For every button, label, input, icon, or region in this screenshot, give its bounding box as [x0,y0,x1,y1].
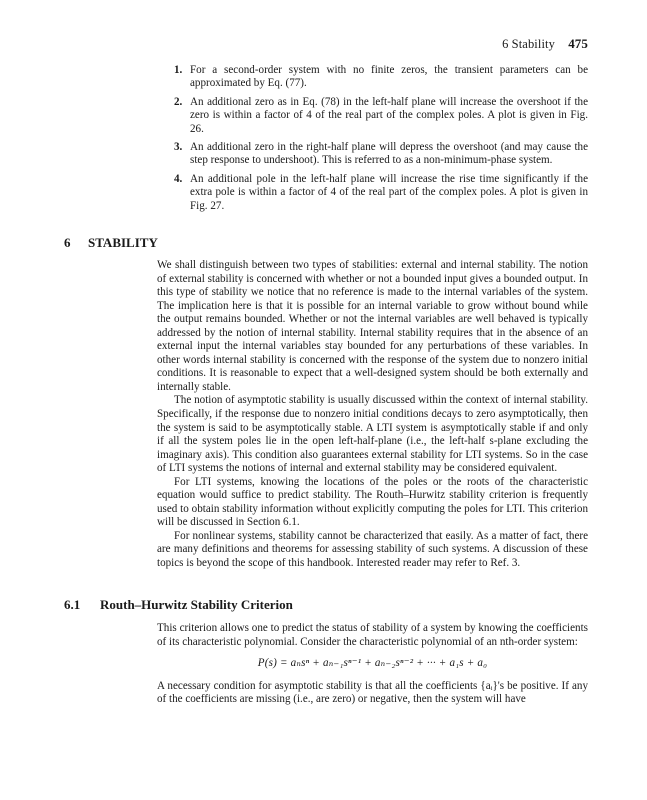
body-paragraph: The notion of asymptotic stability is usually discussed within the context of internal stability. Specifically, if the response due to nonzero initial conditions decays to zero asymptotically, then the system is said to be asymptotically stable. A LTI system is asymptotically stable if and only if all the system poles lie in the open left-half-plane (i.e., the left-half s-plane excluding the imaginary axis). This condition also guarantees external stability for LTI systems. So in the case of LTI systems the notions of internal and external stability may be considered equivalent. [157,394,588,475]
running-header [502,36,588,52]
list-item-number: 1. [174,64,183,76]
list-item [174,96,588,136]
routh-hurwitz-body [157,622,588,707]
body-paragraph: For LTI systems, knowing the locations of the poles or the roots of the characteristic equation would suffice to predict stability. The Routh–Hurwitz stability criterion is frequently used to obtain stability information without explicitly computing the poles for LTI. This criterion will be discussed in Section 6.1. [157,475,588,529]
section-heading [64,235,158,251]
list-item [174,141,588,168]
list-item-text: An additional pole in the left-half plane will increase the rise time significantly if the extra pole is within a factor of 4 of the real part of the complex poles. A plot is given in Fig. 27. [190,172,588,212]
list-item-text: An additional zero as in Eq. (78) in the left-half plane will increase the overshoot if the zero is within a factor of 4 of the real part of the complex poles. A plot is given in Fig. 26. [190,95,588,135]
list-item-number: 2. [174,95,183,108]
page-number: 475 [568,36,588,51]
body-paragraph: A necessary condition for asymptotic stability is that all the coefficients {aᵢ}'s be positive. If any of the coefficients are missing (i.e., are zero) or negative, then the system will have [157,679,588,706]
list-item-number: 4. [174,172,183,185]
characteristic-polynomial-equation: P(s) = aₙsⁿ + aₙ₋₁sⁿ⁻¹ + aₙ₋₂sⁿ⁻² + ··· + a₁s + a₀ [257,657,488,670]
stability-section-body [157,259,588,571]
subsection-heading [64,597,293,613]
subsection-number: 6.1 [64,597,81,612]
numbered-list [174,64,588,218]
list-item-text: For a second-order system with no finite zeros, the transient parameters can be approximated by Eq. (77). [190,64,588,90]
section-title: STABILITY [88,235,158,250]
subsection-title: Routh–Hurwitz Stability Criterion [100,597,293,612]
list-item-number: 3. [174,141,183,154]
body-paragraph: For nonlinear systems, stability cannot be characterized that easily. As a matter of fact, there are many definitions and theorems for assessing stability of such systems. A discussion of these topics is beyond the scope of this handbook. Interested reader may refer to Ref. 3. [157,529,588,570]
list-item [174,64,588,91]
list-item-text: An additional zero in the right-half plane will depress the overshoot (and may cause the step response to undershoot). This is referred to as a non-minimum-phase system. [190,141,588,167]
running-header-title: 6 Stability [502,37,555,51]
body-paragraph: This criterion allows one to predict the status of stability of a system by knowing the coefficients of its characteristic polynomial. Consider the characteristic polynomial of an nth-order system: [157,622,588,648]
body-paragraph: We shall distinguish between two types of stabilities: external and internal stability. The notion of external stability is concerned with whether or not a bounded input gives a bounded output. In this type of stability we notice that no reference is made to the internal variables of the system. The implication here is that it is possible for an internal variable to grow without bound while the output remains bounded. Whether or not the internal variables are well behaved is typically addressed by the notion of internal stability. Internal stability requires that in the absence of an external input the internal variables stay bounded for any perturbations of these variables. In other words internal stability is concerned with the response of the system due to nonzero initial conditions. It is reasonable to expect that a well-designed system should be both externally and internally stable. [157,259,588,393]
section-number: 6 [64,235,71,250]
list-item [174,173,588,213]
